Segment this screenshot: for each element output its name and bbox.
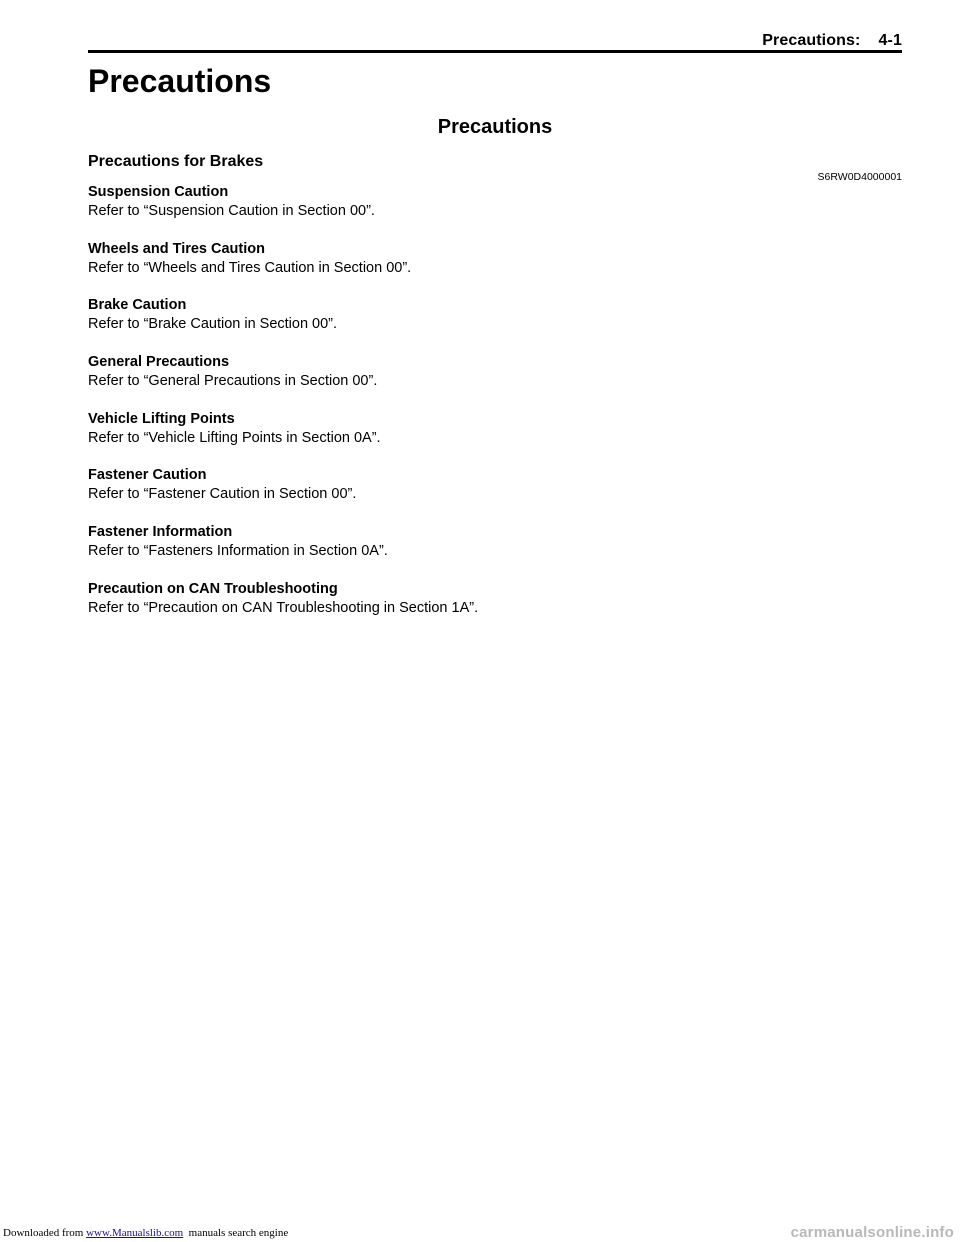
item-title: Vehicle Lifting Points <box>88 410 235 427</box>
download-prefix: Downloaded from <box>3 1227 87 1239</box>
subsection-title: Precautions for Brakes <box>88 153 264 170</box>
item-title: Wheels and Tires Caution <box>88 240 265 257</box>
manualslib-link[interactable]: www.Manualslib.com <box>86 1227 184 1239</box>
subsection-header <box>88 151 902 183</box>
item-reference: Refer to “Wheels and Tires Caution in Section 00”. <box>88 259 412 276</box>
item-title: Suspension Caution <box>88 184 229 200</box>
page-header <box>88 30 902 52</box>
list-item <box>88 466 902 523</box>
precaution-list <box>88 183 902 637</box>
list-item <box>88 580 902 637</box>
item-title: Brake Caution <box>88 297 187 314</box>
item-reference: Refer to “Brake Caution in Section 00”. <box>88 316 338 333</box>
section-title: Precautions <box>437 116 553 138</box>
list-item <box>88 240 902 297</box>
list-item <box>88 523 902 580</box>
list-item <box>88 353 902 410</box>
download-suffix: manuals search engine <box>183 1227 289 1239</box>
item-reference: Refer to “Precaution on CAN Troubleshooting in Section 1A”. <box>88 599 479 616</box>
item-title: General Precautions <box>88 354 230 371</box>
download-notice <box>3 1227 288 1239</box>
item-reference: Refer to “Fastener Caution in Section 00”. <box>88 486 357 503</box>
item-reference: Refer to “Fasteners Information in Section 0A”. <box>88 543 388 560</box>
item-title: Fastener Caution <box>88 467 207 484</box>
item-reference: Refer to “Suspension Caution in Section 00”. <box>88 203 375 219</box>
chapter-title: Precautions <box>88 63 272 99</box>
page-footer <box>0 1224 960 1242</box>
page-number-label: Precautions: 4-1 <box>762 32 902 49</box>
list-item <box>88 410 902 467</box>
item-title: Precaution on CAN Troubleshooting <box>88 580 338 597</box>
item-reference: Refer to “Vehicle Lifting Points in Section 0A”. <box>88 429 381 446</box>
list-item <box>88 296 902 353</box>
list-item <box>88 183 902 240</box>
document-code: S6RW0D4000001 <box>817 171 902 183</box>
header-rule <box>88 50 902 53</box>
watermark: carmanualsonline.info <box>790 1224 954 1241</box>
item-title: Fastener Information <box>88 524 233 541</box>
item-reference: Refer to “General Precautions in Section 00”. <box>88 373 378 390</box>
